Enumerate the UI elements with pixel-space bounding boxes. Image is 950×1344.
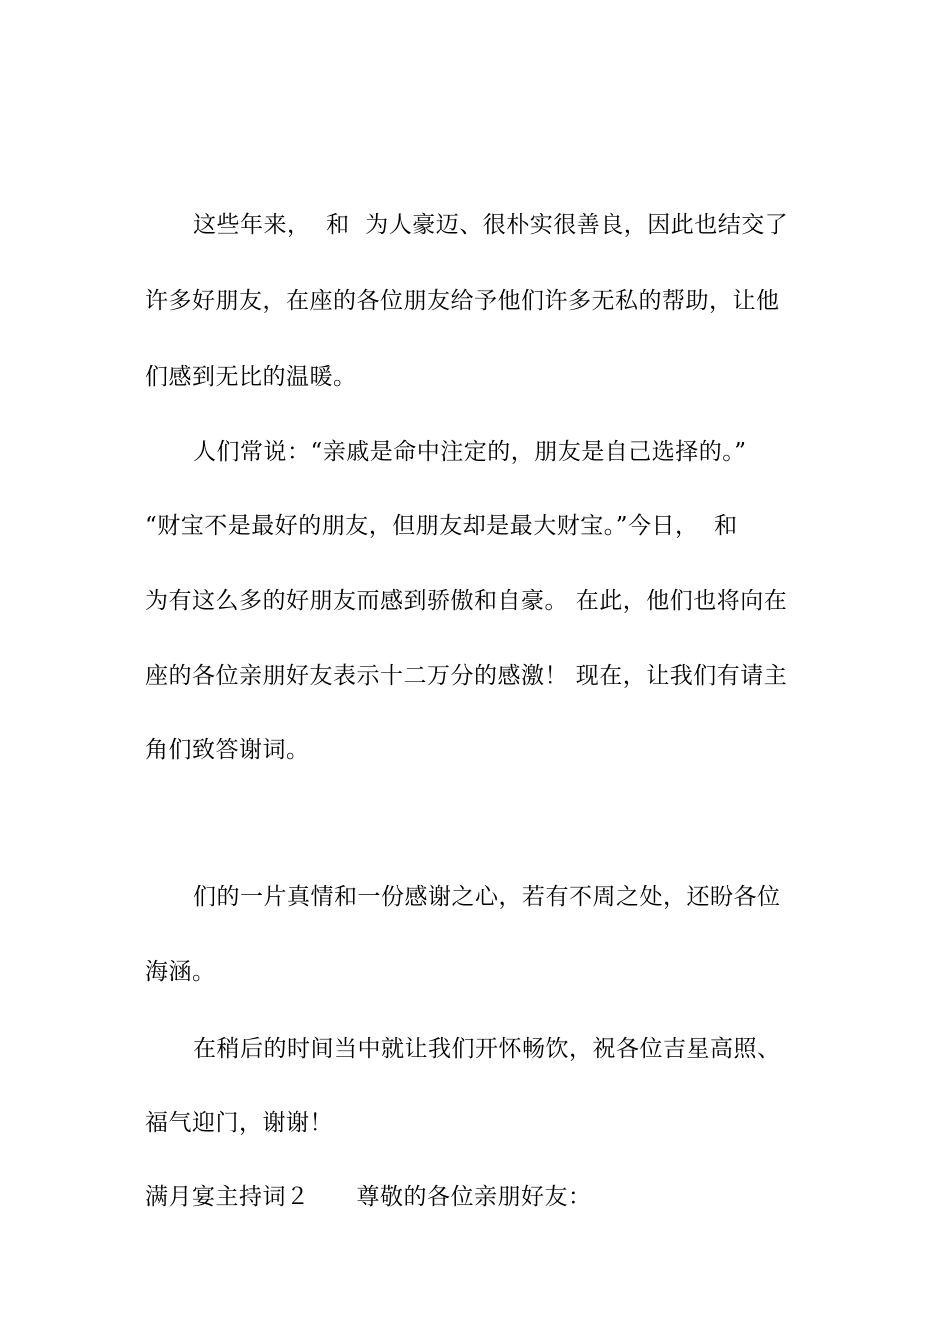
paragraph-line: 人们常说：“亲戚是命中注定的，朋友是自己选择的。” (193, 439, 747, 465)
paragraph-line: 角们致答谢词。 (145, 737, 310, 763)
paragraph-line: 座的各位亲朋好友表示十二万分的感激！ 现在，让我们有请主 (145, 663, 788, 689)
paragraph-line: 为有这么多的好朋友而感到骄傲和自豪。 在此，他们也将向在 (145, 588, 788, 614)
paragraph-line: 在稍后的时间当中就让我们开怀畅饮，祝各位吉星高照、 (193, 1036, 781, 1062)
section-heading: 满月宴主持词２ 尊敬的各位亲朋好友： (145, 1184, 592, 1210)
paragraph-line: “财宝不是最好的朋友，但朋友却是最大财宝。”今日， 和 (145, 513, 738, 539)
paragraph-line: 许多好朋友，在座的各位朋友给予他们许多无私的帮助，让他 (145, 288, 780, 314)
paragraph-line: 这些年来， 和 为人豪迈、很朴实很善良，因此也结交了 (193, 212, 789, 238)
paragraph-line: 们的一片真情和一份感谢之心，若有不周之处，还盼各位 (193, 884, 781, 910)
paragraph-line: 们感到无比的温暖。 (145, 364, 357, 390)
paragraph-line: 福气迎门，谢谢！ (145, 1110, 333, 1136)
paragraph-line: 海涵。 (145, 959, 216, 985)
